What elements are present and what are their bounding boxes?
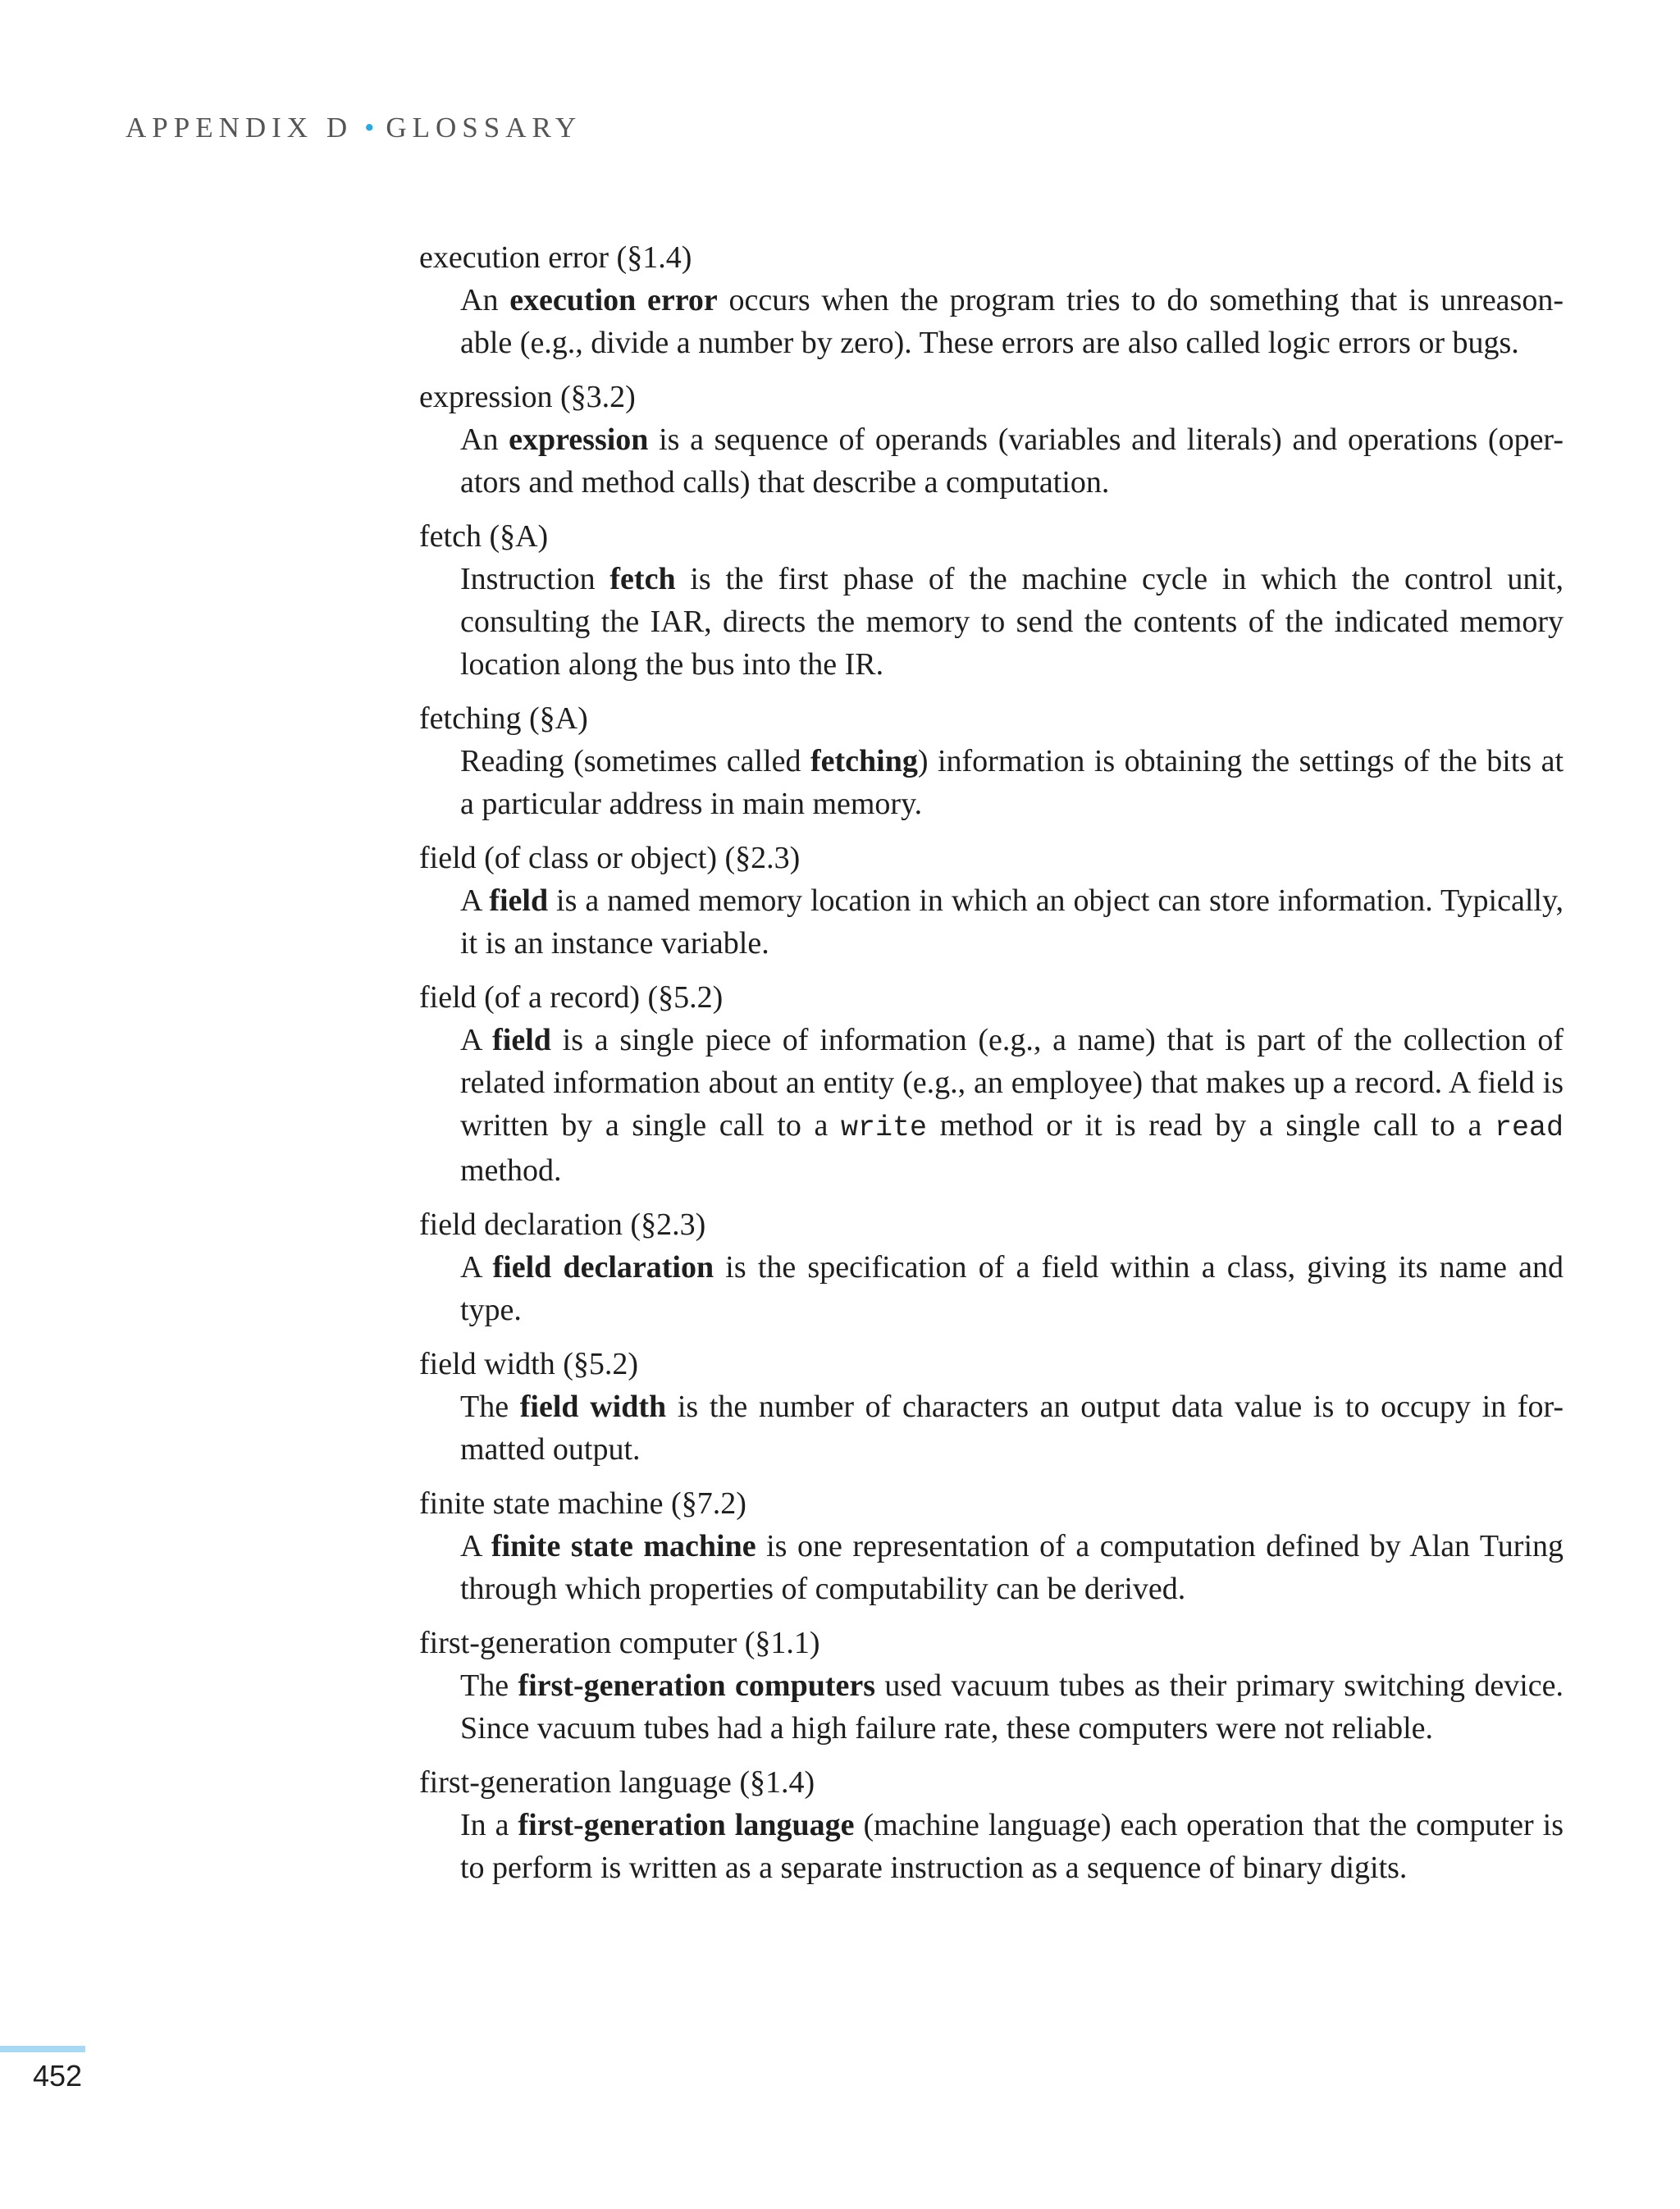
glossary-definition [460,279,1564,364]
glossary-term: fetch (§A) [419,519,549,554]
definition-text: method or it is read by a single call to a [927,1108,1495,1143]
glossary-entry [419,976,1564,1192]
definition-text: is the first phase of the machine cycle in which the control unit, consulting the IAR, directs the memory to send the contents of the indicated memory location along the bus into the IR. [460,562,1564,682]
glossary-entry [419,515,1564,686]
glossary-entry [419,1761,1564,1889]
glossary-list [419,236,1564,1901]
glossary-definition [460,1804,1564,1889]
glossary-term: first-generation language (§1.4) [419,1765,815,1800]
definition-text: A [460,1250,493,1285]
section-title: GLOSSARY [386,112,582,144]
definition-text: used vacuum tubes as their primary switching device. Since vacuum tubes had a high failure rate, these computers were not reliable. [460,1668,1564,1746]
definition-text: is a single piece of information (e.g., a name) that is part of the collection of related information about an entity (e.g., an employee) that makes up a record. A field is written by a single call to a [460,1023,1564,1143]
glossary-entry [419,1203,1564,1331]
definition-text: (machine language) each operation that the computer is to perform is written as a separate instruction as a sequence of binary digits. [460,1808,1564,1885]
defined-term: first-generation computers [518,1668,876,1703]
glossary-definition [460,418,1564,504]
definition-text: is the specification of a field within a class, giving its name and type. [460,1250,1564,1327]
glossary-term: first-generation computer (§1.1) [419,1626,820,1660]
glossary-entry [419,376,1564,504]
glossary-term: field declaration (§2.3) [419,1207,706,1242]
definition-text: The [460,1668,518,1703]
glossary-term: field width (§5.2) [419,1347,639,1381]
glossary-definition [460,1246,1564,1331]
header-bullet: • [364,112,375,144]
defined-term: finite state machine [491,1529,756,1563]
definition-text: is one representation of a computation defined by Alan Turing through which properties of computability can be derived. [460,1529,1564,1606]
definition-text: An [460,422,509,457]
defined-term: expression [509,422,649,457]
running-head [126,112,582,144]
defined-term: fetch [609,562,676,596]
definition-text: ) information is obtaining the settings of the bits at a particular address in main memory. [460,744,1564,821]
glossary-term: field (of a record) (§5.2) [419,980,724,1015]
definition-text: occurs when the program tries to do something that is unreason-able (e.g., divide a number by zero). These errors are also called logic errors or bugs. [460,283,1564,360]
definition-text: In a [460,1808,518,1842]
glossary-entry [419,1343,1564,1471]
page-number: 452 [33,2059,83,2093]
definition-text: is a sequence of operands (variables and literals) and operations (oper-ators and method calls) that describe a computation. [460,422,1564,500]
glossary-entry [419,837,1564,965]
definition-text: method. [460,1153,562,1188]
definition-text: Instruction [460,562,610,596]
defined-term: field [489,883,549,918]
page-number-accent-bar [0,2046,85,2052]
definition-text: is a named memory location in which an object can store information. Typically, it is an instance variable. [460,883,1564,961]
appendix-label: APPENDIX D [126,112,354,144]
definition-text: An [460,283,510,317]
glossary-definition [460,740,1564,825]
glossary-term: fetching (§A) [419,701,588,736]
glossary-entry [419,1622,1564,1750]
code-term: write [840,1111,928,1144]
glossary-definition [460,1525,1564,1610]
glossary-term: field (of class or object) (§2.3) [419,841,801,875]
definition-text: A [460,1023,493,1057]
defined-term: first-generation language [518,1808,855,1842]
glossary-term: execution error (§1.4) [419,240,692,275]
glossary-definition [460,558,1564,686]
glossary-definition [460,1664,1564,1750]
glossary-entry [419,236,1564,364]
defined-term: field declaration [492,1250,714,1285]
glossary-term: expression (§3.2) [419,380,636,414]
glossary-entry [419,1482,1564,1610]
definition-text: The [460,1390,520,1424]
defined-term: field [492,1023,551,1057]
glossary-definition [460,1385,1564,1471]
glossary-definition [460,879,1564,965]
code-term: read [1495,1111,1564,1144]
defined-term: execution error [509,283,718,317]
glossary-definition [460,1019,1564,1192]
defined-term: fetching [810,744,918,778]
definition-text: Reading (sometimes called [460,744,810,778]
defined-term: field width [519,1390,667,1424]
glossary-entry [419,697,1564,825]
definition-text: is the number of characters an output data value is to occupy in for-matted output. [460,1390,1564,1467]
definition-text: A [460,1529,491,1563]
glossary-term: finite state machine (§7.2) [419,1486,746,1521]
definition-text: A [460,883,490,918]
